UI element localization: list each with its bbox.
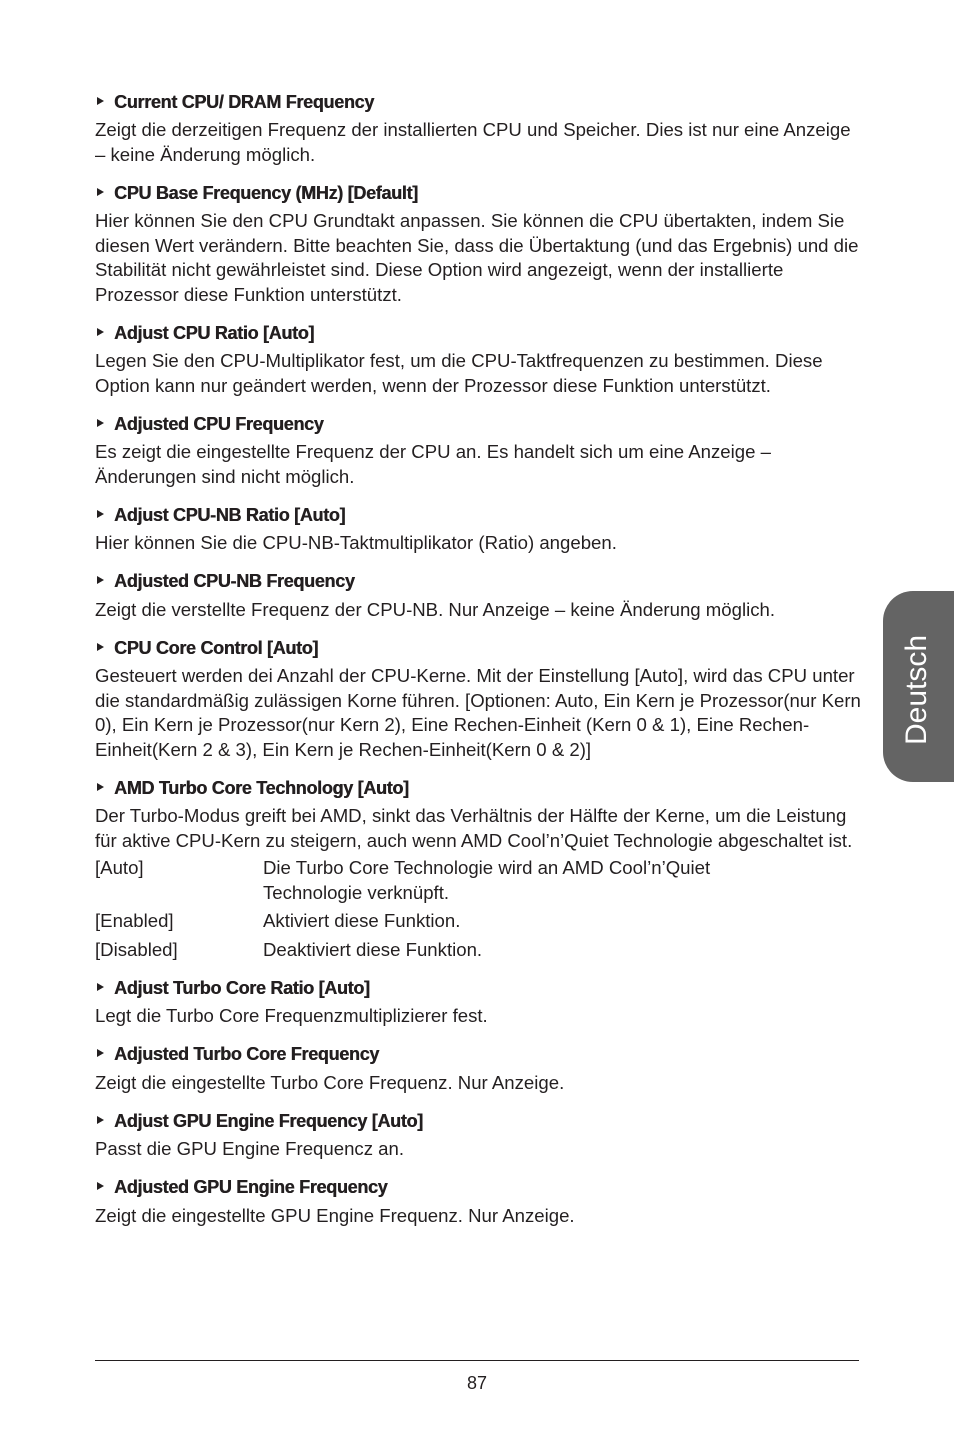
section-heading: [97, 1107, 861, 1135]
section-adjusted-gpu-engine-frequency: [95, 1174, 861, 1229]
options-table: [95, 856, 861, 962]
footer-divider: [95, 1360, 859, 1361]
section-adjusted-cpu-nb-frequency: [95, 568, 861, 623]
section-description: Es zeigt die eingestellte Frequenz der CPU an. Es handelt sich um eine Anzeige – Änderungen sind nicht möglich.: [95, 441, 771, 487]
triangle-bullet-icon: [97, 188, 104, 196]
option-value: Aktiviert diese Funktion.: [263, 910, 461, 931]
section-title: AMD Turbo Core Technology [Auto]: [114, 777, 409, 798]
page-number: 87: [466, 1373, 488, 1393]
section-cpu-base-frequency: [95, 179, 861, 307]
section-adjust-cpu-nb-ratio: [95, 501, 861, 556]
section-description: Legt die Turbo Core Frequenzmultiplizierer fest.: [95, 1005, 488, 1026]
section-title: Adjust Turbo Core Ratio [Auto]: [114, 977, 370, 998]
section-description: Hier können Sie den CPU Grundtakt anpassen. Sie können die CPU übertakten, indem Sie diesen Wert verändern. Bitte beachten Sie, dass die Übertaktung (und das Ergebnis) und die Stabilität nicht gewährleistet sind. Diese Option wird angezeigt, wenn der installierte Prozessor diese Funktion unterstützt.: [95, 210, 859, 305]
section-heading: [97, 1041, 861, 1069]
section-heading: [97, 179, 861, 207]
section-heading: [97, 634, 861, 662]
section-title: Adjusted Turbo Core Frequency: [114, 1044, 379, 1064]
section-adjusted-turbo-core-frequency: [95, 1041, 861, 1096]
section-heading: [97, 501, 861, 529]
triangle-bullet-icon: [97, 1116, 104, 1124]
section-title: Adjusted CPU Frequency: [114, 413, 324, 434]
section-adjust-turbo-core-ratio: [95, 974, 861, 1029]
section-title: Adjust CPU-NB Ratio [Auto]: [114, 504, 346, 525]
section-adjusted-cpu-frequency: [95, 410, 861, 489]
option-row: [95, 938, 861, 963]
triangle-bullet-icon: [97, 783, 104, 791]
section-heading: [97, 319, 861, 347]
triangle-bullet-icon: [97, 97, 104, 105]
section-description: Legen Sie den CPU-Multiplikator fest, um die CPU-Taktfrequenzen zu bestimmen. Diese Option kann nur geändert werden, wenn der Prozessor diese Funktion unterstützt.: [95, 350, 823, 396]
section-adjust-gpu-engine-frequency: [95, 1107, 861, 1162]
section-description: Zeigt die verstellte Frequenz der CPU-NB. Nur Anzeige – keine Änderung möglich.: [95, 598, 776, 620]
section-title: CPU Base Frequency (MHz) [Default]: [114, 182, 418, 203]
option-key: [Disabled]: [95, 938, 178, 960]
triangle-bullet-icon: [97, 510, 104, 518]
section-description: Der Turbo-Modus greift bei AMD, sinkt das Verhältnis der Hälfte der Kerne, um die Leistung für aktive CPU-Kern zu steigern, auch wenn AMD Cool’n’Quiet Technologie abgeschaltet ist.: [95, 805, 853, 851]
section-cpu-core-control: [95, 634, 861, 762]
section-description: Zeigt die eingestellte GPU Engine Frequenz. Nur Anzeige.: [95, 1204, 575, 1226]
section-heading: [97, 774, 861, 802]
section-title: Adjust CPU Ratio [Auto]: [114, 322, 315, 343]
section-heading: [97, 88, 861, 116]
language-tab-label: Deutsch: [900, 634, 933, 746]
triangle-bullet-icon: [97, 1182, 104, 1190]
section-heading: [97, 1174, 861, 1202]
section-current-cpu-dram-frequency: [95, 88, 861, 167]
section-description: Zeigt die eingestellte Turbo Core Frequenz. Nur Anzeige.: [95, 1071, 565, 1093]
manual-content: [95, 88, 861, 1240]
section-title: CPU Core Control [Auto]: [114, 637, 319, 658]
section-heading: [97, 568, 861, 596]
section-adjust-cpu-ratio: [95, 319, 861, 398]
option-key: [Auto]: [95, 857, 144, 878]
triangle-bullet-icon: [97, 983, 104, 991]
section-description: Hier können Sie die CPU-NB-Taktmultiplikator (Ratio) angeben.: [95, 532, 617, 553]
option-key: [Enabled]: [95, 910, 174, 931]
option-row: [95, 909, 861, 934]
section-description: Passt die GPU Engine Frequencz an.: [95, 1138, 405, 1159]
section-heading: [97, 974, 861, 1002]
section-amd-turbo-core-technology: [95, 774, 861, 962]
option-value: Die Turbo Core Technologie wird an AMD Cool’n’Quiet Technologie verknüpft.: [263, 857, 711, 903]
section-description: Zeigt die derzeitigen Frequenz der installierten CPU und Speicher. Dies ist nur eine Anzeige – keine Änderung möglich.: [95, 119, 851, 165]
option-row: [95, 856, 861, 905]
triangle-bullet-icon: [97, 1049, 104, 1057]
triangle-bullet-icon: [97, 576, 104, 584]
triangle-bullet-icon: [97, 328, 104, 336]
section-description: Gesteuert werden dei Anzahl der CPU-Kerne. Mit der Einstellung [Auto], wird das CPU unter die standardmäßig zulässigen Korne führen. [Optionen: Auto, Ein Kern je Prozessor(nur Kern 0), Ein Kern je Prozessor(nur Kern 2), Eine Rechen-Einheit (Kern 0 & 1), Eine Rechen-Einheit(Kern 2 & 3), Ein Kern je Rechen-Einheit(Kern 0 & 2)]: [95, 665, 861, 760]
option-value: Deaktiviert diese Funktion.: [263, 938, 483, 960]
section-title: Adjust GPU Engine Frequency [Auto]: [114, 1110, 423, 1131]
section-title: Adjusted CPU-NB Frequency: [114, 571, 355, 591]
triangle-bullet-icon: [97, 419, 104, 427]
section-title: Adjusted GPU Engine Frequency: [114, 1177, 388, 1197]
triangle-bullet-icon: [97, 643, 104, 651]
section-title: Current CPU/ DRAM Frequency: [114, 91, 374, 112]
section-heading: [97, 410, 861, 438]
